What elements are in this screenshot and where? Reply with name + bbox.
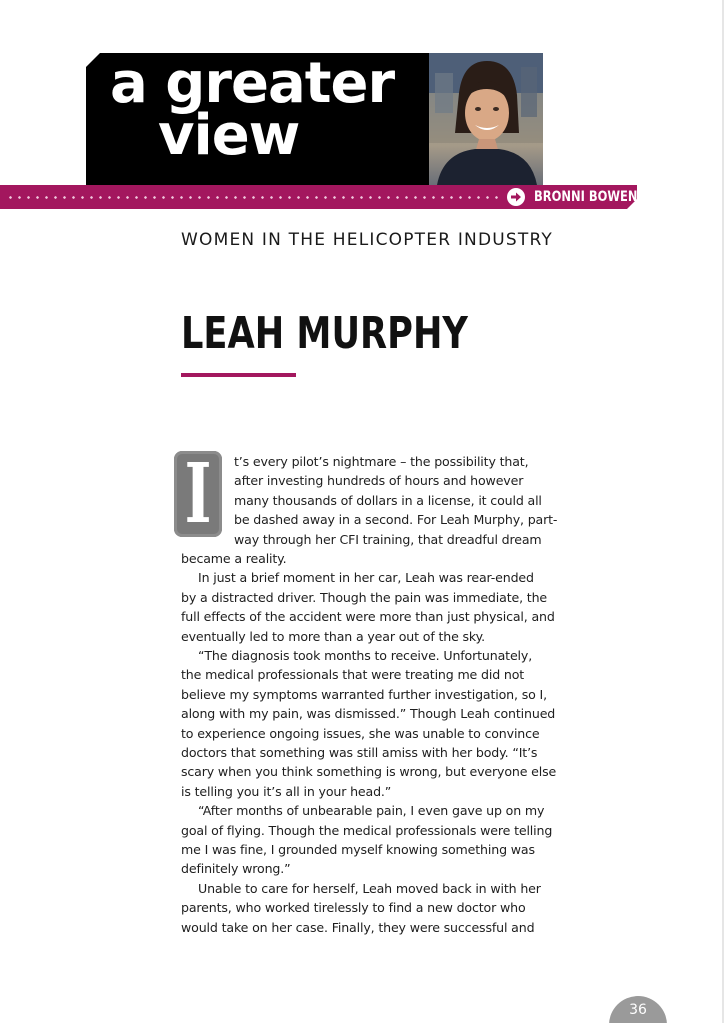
body-text-line: me I was fine, I grounded myself knowing something was <box>181 842 535 857</box>
body-text-line: scary when you think something is wrong, but everyone else <box>181 764 557 780</box>
body-text-line: “The diagnosis took months to receive. Unfortunately, <box>198 648 533 663</box>
body-text-line: be dashed away in a second. For Leah Murphy, part- <box>234 512 558 528</box>
body-text-line: In just a brief moment in her car, Leah was rear-ended <box>198 570 534 586</box>
body-text-line: “After months of unbearable pain, I even gave up on my <box>198 803 545 819</box>
body-text-line: eventually led to more than a year out of the sky. <box>181 628 485 644</box>
section-subtitle: WOMEN IN THE HELICOPTER INDUSTRY <box>181 230 553 250</box>
dotted-divider <box>6 196 502 199</box>
column-title-line-2: view <box>158 103 300 168</box>
article-title: LEAH MURPHY <box>181 308 468 359</box>
drop-cap <box>174 446 222 542</box>
title-underline <box>181 373 296 377</box>
author-portrait-image <box>429 53 543 185</box>
column-title-line-1: a greater <box>110 51 395 116</box>
arrow-right-circle-icon <box>507 188 525 206</box>
body-text-line: after investing hundreds of hours and however <box>234 473 524 489</box>
column-title <box>86 51 429 168</box>
body-text-line: way through her CFI training, that dreadful dream <box>234 531 542 547</box>
body-text-line: by a distracted driver. Though the pain was immediate, the <box>181 589 548 605</box>
body-text-line: full effects of the accident were more than just physical, and <box>181 609 555 625</box>
body-text-line: along with my pain, was dismissed.” Though Leah continued <box>181 706 556 722</box>
body-text-line: believe my symptoms warranted further investigation, so I, <box>181 686 547 702</box>
drop-cap-letter: I <box>184 446 212 542</box>
body-text-line: the medical professionals that were treating me did not <box>181 667 525 683</box>
body-text-line: to experience ongoing issues, she was unable to convince <box>181 725 540 741</box>
body-text-line: doctors that something was still amiss with her body. “It’s <box>181 745 538 760</box>
page-number: 36 <box>629 1002 647 1018</box>
body-text-line: many thousands of dollars in a license, it could all <box>234 492 542 508</box>
body-text-line: became a reality. <box>181 551 287 566</box>
author-name: BRONNI BOWEN <box>534 189 638 205</box>
body-text-line: parents, who worked tirelessly to find a new doctor who <box>181 900 526 916</box>
body-text-line: would take on her case. Finally, they were successful and <box>181 919 535 935</box>
author-photo <box>429 53 543 185</box>
body-text-line: Unable to care for herself, Leah moved back in with her <box>198 880 541 896</box>
body-text-line: is telling you it’s all in your head.” <box>181 783 392 799</box>
body-text-line: goal of flying. Though the medical professionals were telling <box>181 822 553 838</box>
body-text-line: t’s every pilot’s nightmare – the possibility that, <box>234 454 529 469</box>
body-text-line: definitely wrong.” <box>181 861 291 877</box>
